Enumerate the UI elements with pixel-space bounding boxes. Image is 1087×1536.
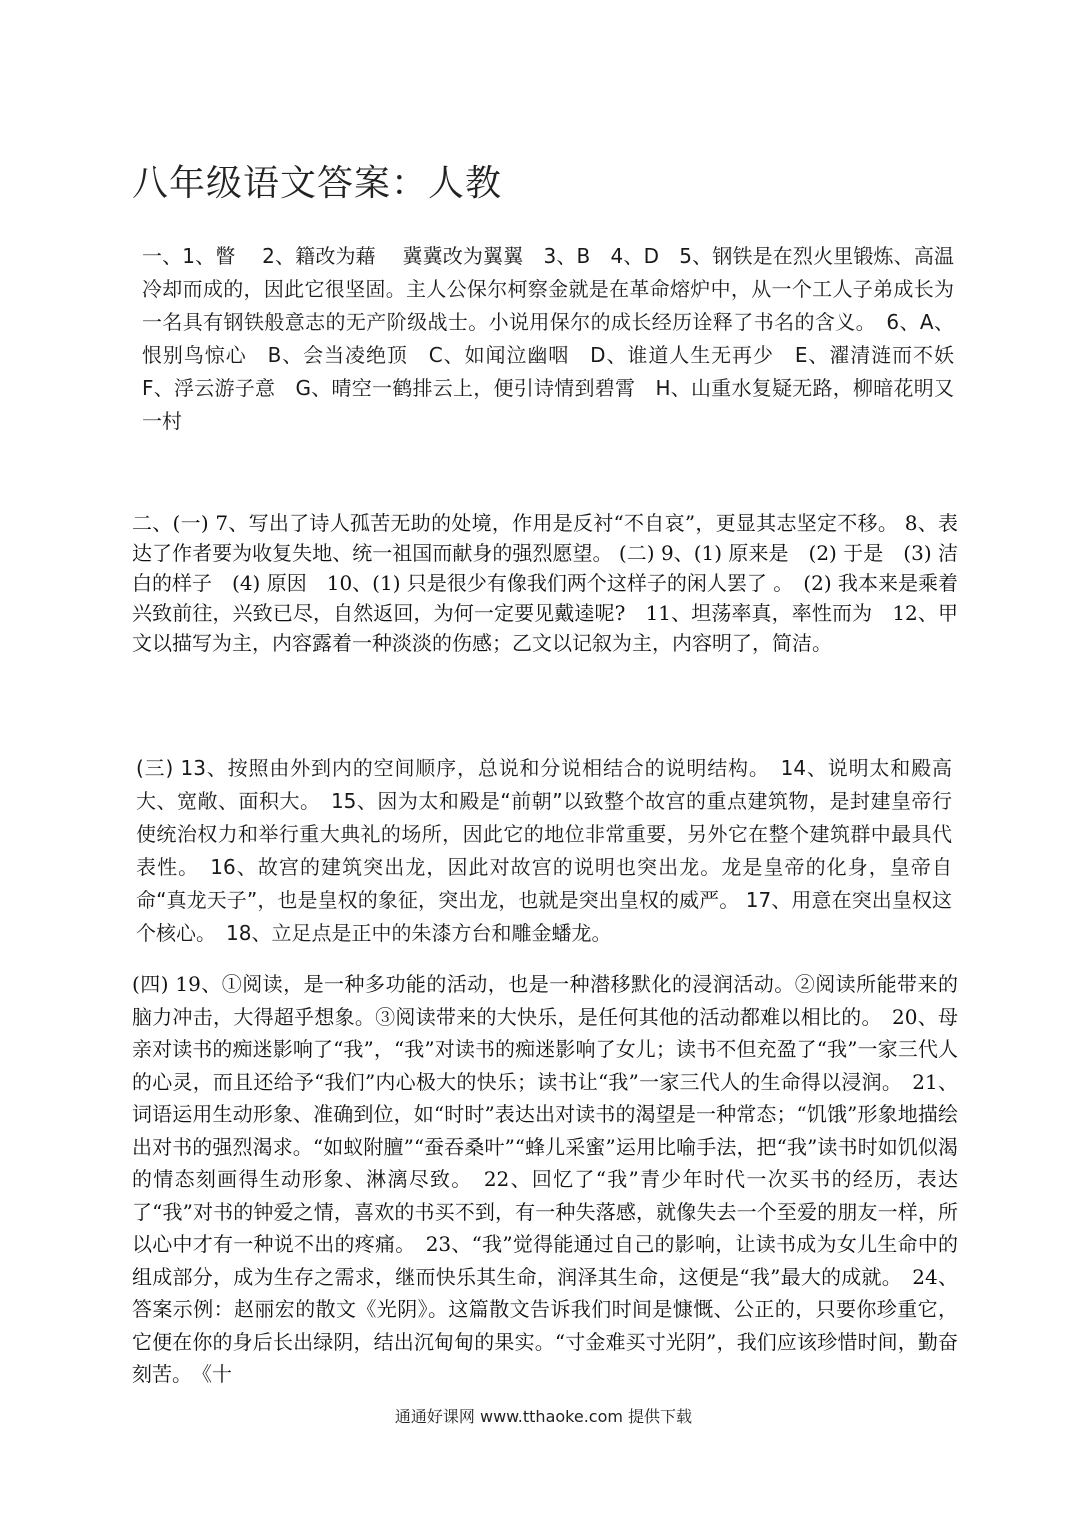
answer-section-3: (三) 13、按照由外到内的空间顺序，总说和分说相结合的说明结构。 14、说明太和殿高大、宽敞、面积大。 15、因为太和殿是“前朝”以致整个故宫的重点建筑物，是封建皇帝行使统治权力和举行重大典礼的场所，因此它的地位非常重要，另外它在整个建筑群中最具代表性。 16、故宫的建筑突出龙，因此对故宫的说明也突出龙。龙是皇帝的化身，皇帝自命“真龙天子”，也是皇权的象征，突出龙，也就是突出皇权的威严。 17、用意在突出皇权这个核心。 18、立足点是正中的朱漆方台和雕金蟠龙。: [136, 756, 952, 945]
answer-section-4: (四) 19、①阅读，是一种多功能的活动，也是一种潜移默化的浸润活动。②阅读所能带来的脑力冲击，大得超乎想象。③阅读带来的大快乐，是任何其他的活动都难以相比的。 20、母亲对读书的痴迷影响了“我”，“我”对读书的痴迷影响了女儿；读书不但充盈了“我”一家三代人的心灵，而且还给予“我们”内心极大的快乐；读书让“我”一家三代人的生命得以浸润。 21、词语运用生动形象、准确到位，如“时时”表达出对读书的渴望是一种常态；“饥饿”形象地描绘出对书的强烈渴求。“如蚁附膻”“蚕吞桑叶”“蜂儿采蜜”运用比喻手法，把“我”读书时如饥似渴的情态刻画得生动形象、淋漓尽致。 22、回忆了“我”青少年时代一次买书的经历，表达了“我”对书的钟爱之情，喜欢的书买不到，有一种失落感，就像失去一个至爱的朋友一样，所以心中才有一种说不出的疼痛。 23、“我”觉得能通过自己的影响，让读书成为女儿生命中的组成部分，成为生存之需求，继而快乐其生命，润泽其生命，这便是“我”最大的成就。 24、答案示例：赵丽宏的散文《光阴》。这篇散文告诉我们时间是慷慨、公正的，只要你珍重它，它便在你的身后长出绿阴，结出沉甸甸的果实。“寸金难买寸光阴”，我们应该珍惜时间，勤奋刻苦。 《十: [132, 972, 958, 1386]
answer-section-1: 一、1、瞥 2、籍改为藉 冀冀改为翼翼 3、B 4、D 5、钢铁是在烈火里锻炼、高温冷却而成的，因此它很坚固。主人公保尔柯察金就是在革命熔炉中，从一个工人子弟成长为一名具有钢铁般意志的无产阶级战士。小说用保尔的成长经历诠释了书名的含义。 6、A、恨别鸟惊心 B、会当凌绝顶 C、如闻泣幽咽 D、谁道人生无再少 E、濯清涟而不妖 F、浮云游子意 G、晴空一鹤排云上，便引诗情到碧霄 H、山重水复疑无路，柳暗花明又一村: [142, 244, 974, 433]
page-footer: 通通好课网 www.tthaoke.com 提供下载: [394, 1407, 693, 1426]
answer-section-2: 二、(一) 7、写出了诗人孤苦无助的处境，作用是反衬“不自哀”，更显其志坚定不移。 8、表达了作者要为收复失地、统一祖国而献身的强烈愿望。 (二) 9、(1) 原来是 (2) 于是 (3) 洁白的样子 (4) 原因 10、(1) 只是很少有像我们两个这样子的闲人罢了 。 (2) 我本来是乘着兴致前往，兴致已尽，自然返回，为何一定要见戴逵呢? 11、坦荡率真，率性而为 12、甲文以描写为主，内容露着一种淡淡的伤感；乙文以记叙为主，内容明了，简洁。: [132, 511, 958, 655]
document-title: 八年级语文答案：人教: [132, 163, 503, 204]
